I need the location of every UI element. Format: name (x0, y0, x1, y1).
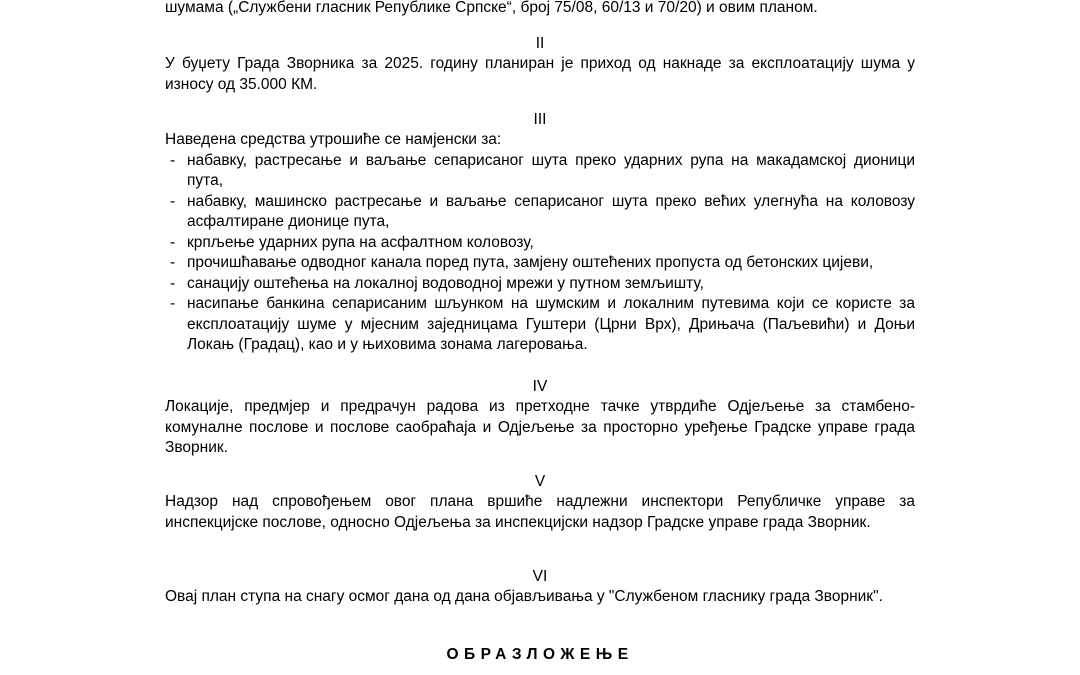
section-numeral-iv: IV (532, 378, 548, 395)
list-item: - санацију оштећења на локалној водоводној мрежи у путном земљишту, (165, 274, 915, 295)
explanation-heading: ОБРАЗЛОЖЕЊЕ (446, 646, 634, 663)
section-numeral-iii: III (533, 111, 547, 128)
bullet-dash: - (170, 151, 176, 169)
section-ii-text: У буџету Града Зворника за 2025. годину планиран је приход од накнаде за експлоатацију шума у износу од 35.000 КМ. (165, 55, 915, 93)
list-item: - крпљење ударних рупа на асфалтном коловозу, (165, 233, 915, 254)
bullet-dash: - (170, 192, 176, 210)
section-numeral-ii: II (535, 35, 545, 52)
section-iii (165, 130, 915, 356)
bullet-dash: - (170, 254, 176, 271)
bullet-dash: - (170, 295, 176, 312)
intro-tail-text: шумама („Службени гласник Републике Српске“, број 75/08, 60/13 и 70/20) и овим планом. (165, 0, 818, 16)
list-item: - прочишћавање одводног канала поред пута, замјену оштећених пропуста од бетонских цијеви, (165, 253, 915, 274)
list-item: - набавку, машинско растресање и ваљање сепарисаног шута преко већих улегнућа на коловозу асфалтиране дионице пута, (170, 192, 915, 230)
section-iii-text: Наведена средства утрошиће се намјенски за: (165, 131, 502, 148)
bullet-dash: - (170, 274, 176, 292)
section-vi-text: Овај план ступа на снагу осмог дана од дана објављивања у "Службеном гласнику града Зворник". (165, 588, 883, 605)
section-v-text: Надзор над спровођењем овог плана вршиће надлежни инспектори Републичке управе за инспекцијске послове, односно Одјељења за инспекцијски надзор Градске управе града Зворник. (165, 493, 915, 531)
section-numeral-vi: VI (532, 568, 548, 585)
section-numeral-v: V (534, 473, 546, 490)
list-item: - набавку, растресање и ваљање сепарисаног шута преко ударних рупа на макадамској дионици пута, (170, 151, 915, 189)
bullet-dash: - (170, 233, 176, 251)
section-iv-text: Локације, предмјер и предрачун радова из претходне тачке утврдиће Одјељење за стамбено-комуналне послове и послове саобраћаја и Одјељење за просторно уређење Градске управе града Зворник. (165, 398, 915, 456)
list-item: - насипање банкина сепарисаним шљунком на шумским и локалним путевима који се користе за експлоатацију шуме у мјесним заједницама Гуштери (Црни Врх), Дрињача (Паљевићи) и Доњи Локањ (Градац), као и у њиховима зонама лагеровања. (170, 295, 915, 353)
expense-list (165, 151, 915, 356)
